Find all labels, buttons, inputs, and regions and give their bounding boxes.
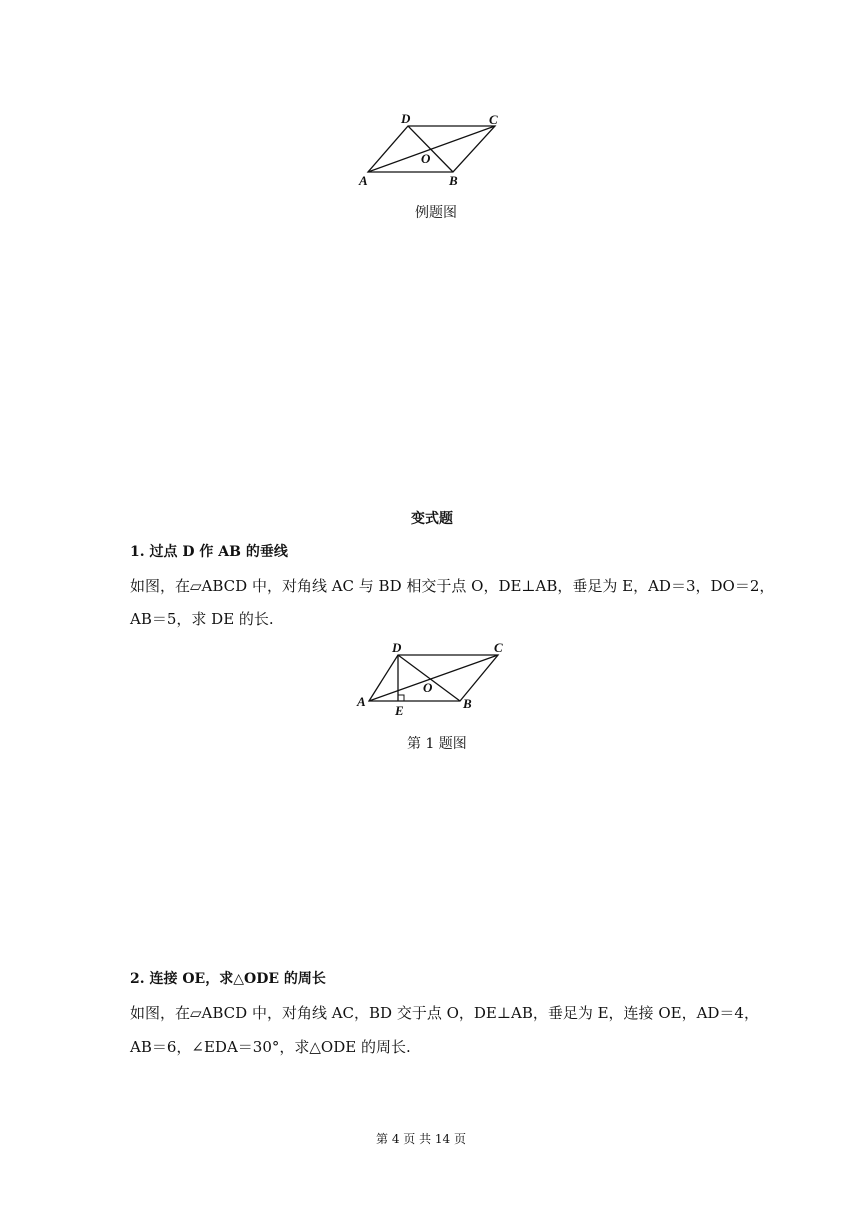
label-e: E — [395, 703, 404, 718]
problem1-figure — [352, 638, 512, 722]
diagonal-ac — [368, 126, 495, 172]
page-footer: 第 4 页 共 14 页 — [376, 1132, 466, 1146]
parallelogram-diagram — [355, 108, 505, 190]
label-d: D — [401, 111, 411, 126]
label-c: C — [489, 112, 498, 127]
label-a: A — [359, 173, 368, 188]
section-title: 变式题 — [411, 511, 453, 527]
example-figure-caption: 例题图 — [415, 205, 457, 221]
right-angle-mark — [398, 695, 404, 701]
problem1-heading: 1. 过点 D 作 AB 的垂线 — [130, 544, 288, 560]
diagonal-bd — [408, 126, 453, 172]
label-o: O — [421, 151, 431, 166]
problem2-heading: 2. 连接 OE，求△ODE 的周长 — [130, 971, 326, 987]
problem1-figure-caption: 第 1 题图 — [407, 736, 467, 752]
parallelogram-with-perpendicular-diagram — [352, 638, 512, 722]
problem2-text-line1: 如图，在▱ABCD 中，对角线 AC，BD 交于点 O，DE⊥AB，垂足为 E，连接 OE，AD＝4， — [130, 1004, 759, 1022]
label-o: O — [423, 680, 433, 695]
problem2-text-line2: AB＝6，∠EDA＝30°，求△ODE 的周长. — [130, 1038, 411, 1056]
label-a: A — [357, 694, 366, 709]
problem1-text-line1: 如图，在▱ABCD 中，对角线 AC 与 BD 相交于点 O，DE⊥AB，垂足为 E，AD＝3，DO＝2， — [130, 577, 775, 595]
label-b: B — [449, 173, 458, 188]
label-c: C — [494, 640, 503, 655]
example-figure — [355, 108, 505, 190]
label-d: D — [392, 640, 402, 655]
label-b: B — [463, 696, 472, 711]
problem1-text-line2: AB＝5，求 DE 的长. — [130, 610, 274, 628]
